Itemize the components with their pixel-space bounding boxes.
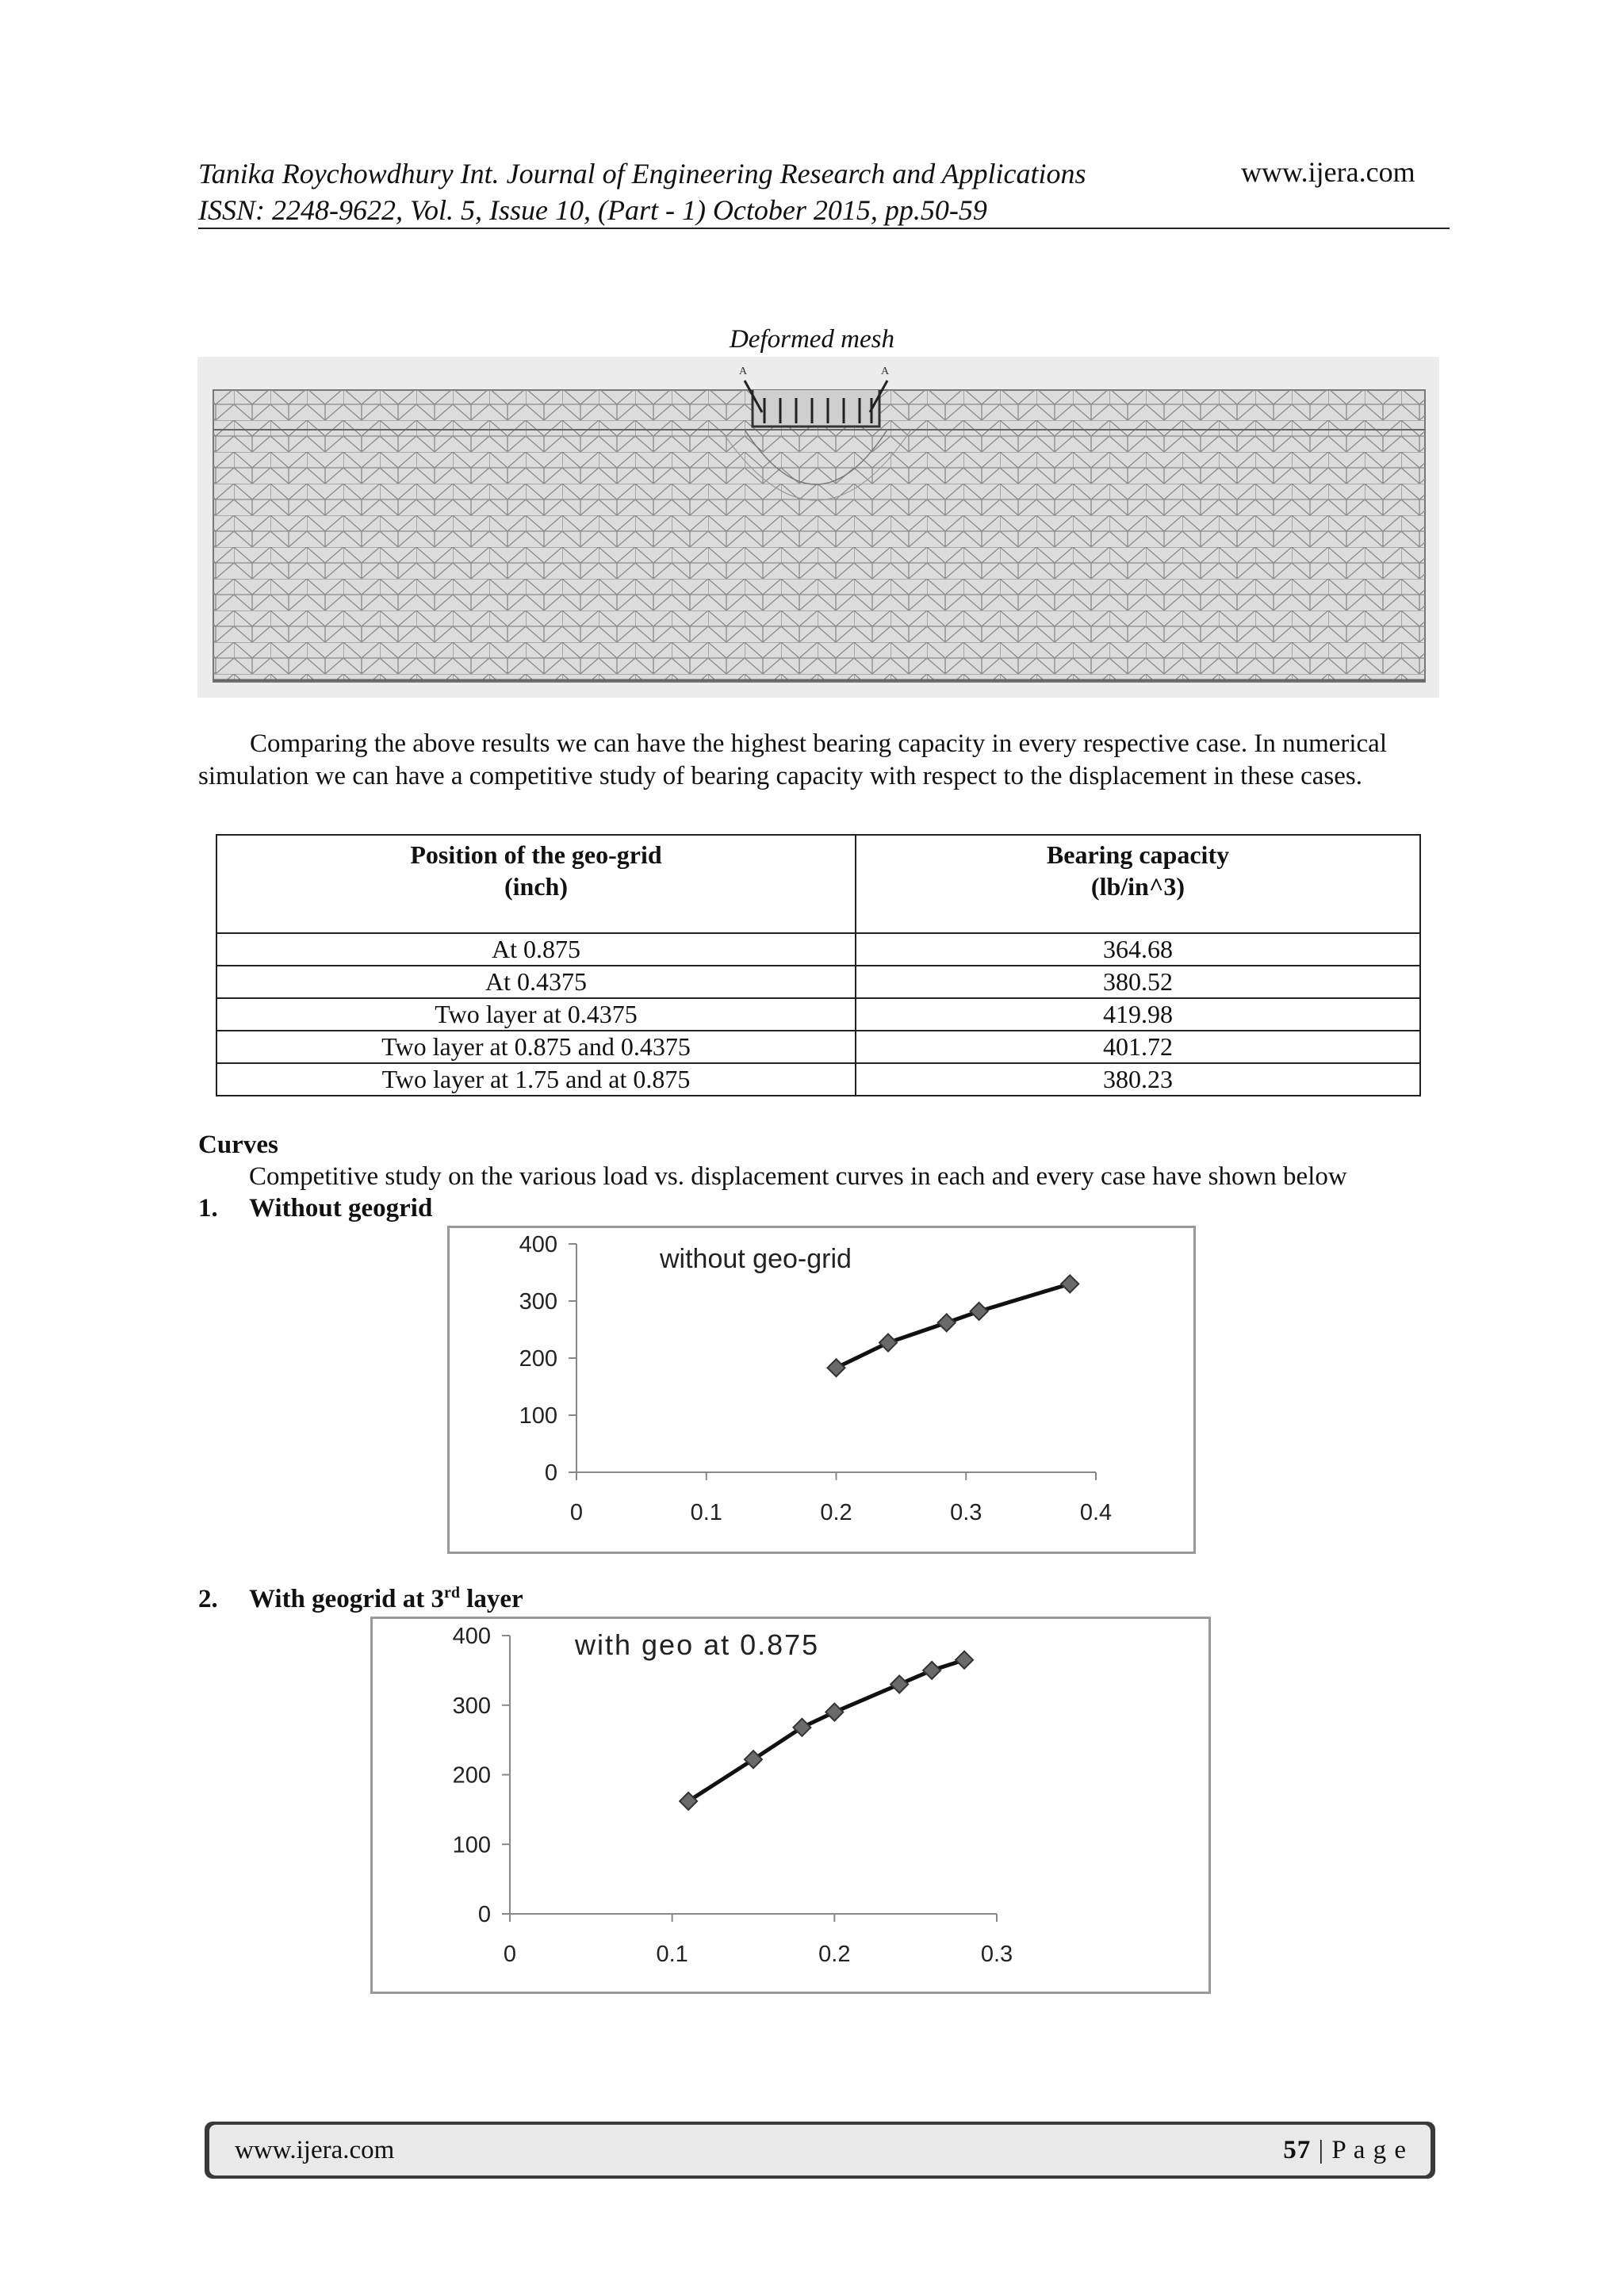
y-tick-label: 400 (452, 1624, 491, 1649)
data-point (879, 1334, 897, 1352)
header-rule (198, 228, 1450, 229)
position-cell: At 0.4375 (216, 966, 856, 998)
y-tick-label: 300 (519, 1289, 557, 1314)
col-capacity-header: Bearing capacity (lb/in^3) (856, 835, 1420, 933)
position-cell: Two layer at 0.875 and 0.4375 (216, 1031, 856, 1063)
data-point (825, 1704, 843, 1721)
curves-heading: Curves (198, 1131, 278, 1159)
data-point (891, 1675, 908, 1693)
chart2-svg (373, 1619, 1208, 1992)
issn-line: ISSN: 2248-9622, Vol. 5, Issue 10, (Part - 1) October 2015, pp.50-59 (198, 194, 987, 226)
y-tick-label: 0 (544, 1460, 557, 1486)
table-row (216, 933, 1420, 966)
table-row (216, 1031, 1420, 1063)
table-row (216, 966, 1420, 998)
x-tick-label: 0 (569, 1500, 584, 1525)
x-tick-label: 0.3 (980, 1942, 1013, 1967)
x-tick-label: 0.4 (1079, 1500, 1113, 1525)
running-header (198, 155, 1086, 228)
capacity-cell: 401.72 (856, 1031, 1420, 1063)
item2-label-post: layer (459, 1585, 523, 1613)
item2-number: 2. (198, 1585, 218, 1613)
series-line (688, 1660, 964, 1801)
page-num: 57 (1283, 2136, 1312, 2164)
section-label-a-right: A (881, 365, 890, 377)
journal-title: Tanika Roychowdhury Int. Journal of Engineering Research and Applications (198, 158, 1086, 189)
capacity-cell: 380.52 (856, 966, 1420, 998)
x-tick-label: 0.1 (690, 1500, 722, 1525)
y-tick-label: 400 (519, 1232, 557, 1257)
y-tick-label: 100 (519, 1403, 557, 1429)
figure-caption: Deformed mesh (729, 325, 895, 354)
body-paragraph (198, 728, 1451, 793)
x-tick-label: 0.2 (818, 1942, 851, 1967)
page-label: | P a g e (1311, 2136, 1407, 2164)
position-cell: At 0.875 (216, 933, 856, 966)
chart-geo-at-0875 (370, 1617, 1211, 1994)
deformed-mesh-figure (197, 357, 1439, 698)
header-website: www.ijera.com (1241, 156, 1415, 188)
data-point (971, 1303, 988, 1320)
table-header-row (216, 835, 1420, 933)
x-tick-label: 0.2 (820, 1500, 852, 1525)
data-point (1061, 1275, 1078, 1292)
y-tick-label: 200 (519, 1346, 557, 1372)
page-footer (205, 2122, 1435, 2179)
y-tick-label: 200 (452, 1762, 491, 1789)
x-tick-label: 0.1 (656, 1942, 688, 1967)
y-tick-label: 0 (477, 1902, 491, 1927)
y-tick-label: 100 (452, 1832, 491, 1858)
table-row (216, 1063, 1420, 1096)
x-tick-label: 0 (503, 1942, 517, 1967)
chart1-svg (450, 1228, 1193, 1552)
item1-number: 1. (198, 1194, 218, 1223)
bearing-capacity-table (216, 834, 1421, 1096)
curves-intro: Competitive study on the various load vs. displacement curves in each and every case have shown below (249, 1162, 1347, 1191)
position-cell: Two layer at 1.75 and at 0.875 (216, 1063, 856, 1096)
data-point (923, 1662, 940, 1679)
x-tick-label: 0.3 (950, 1500, 982, 1525)
footer-website: www.ijera.com (235, 2136, 395, 2164)
capacity-cell: 380.23 (856, 1063, 1420, 1096)
item1-label: Without geogrid (249, 1194, 433, 1223)
capacity-cell: 364.68 (856, 933, 1420, 966)
deformed-mesh-image (197, 357, 1439, 698)
chart-title: with geo at 0.875 (575, 1628, 820, 1661)
section-label-a-left: A (739, 365, 748, 377)
paragraph-text: Comparing the above results we can have the highest bearing capacity in every respective case. In numerical simulation we can have a competitive study of bearing capacity with respect to the displacement in these cases. (198, 729, 1388, 790)
col-position-header: Position of the geo-grid (inch) (216, 835, 856, 933)
position-cell: Two layer at 0.4375 (216, 998, 856, 1031)
y-tick-label: 300 (452, 1693, 491, 1719)
table-row (216, 998, 1420, 1031)
data-point (956, 1651, 973, 1669)
item1-heading (198, 1194, 432, 1223)
capacity-cell: 419.98 (856, 998, 1420, 1031)
data-point (828, 1359, 845, 1376)
item2-sup: rd (443, 1584, 460, 1601)
page-number (1283, 2136, 1407, 2165)
chart-title: without geo-grid (660, 1244, 852, 1274)
chart-without-geogrid (447, 1226, 1196, 1554)
item2-heading (198, 1584, 523, 1614)
item2-label: With geogrid at 3 (249, 1585, 444, 1613)
data-point (938, 1314, 956, 1331)
